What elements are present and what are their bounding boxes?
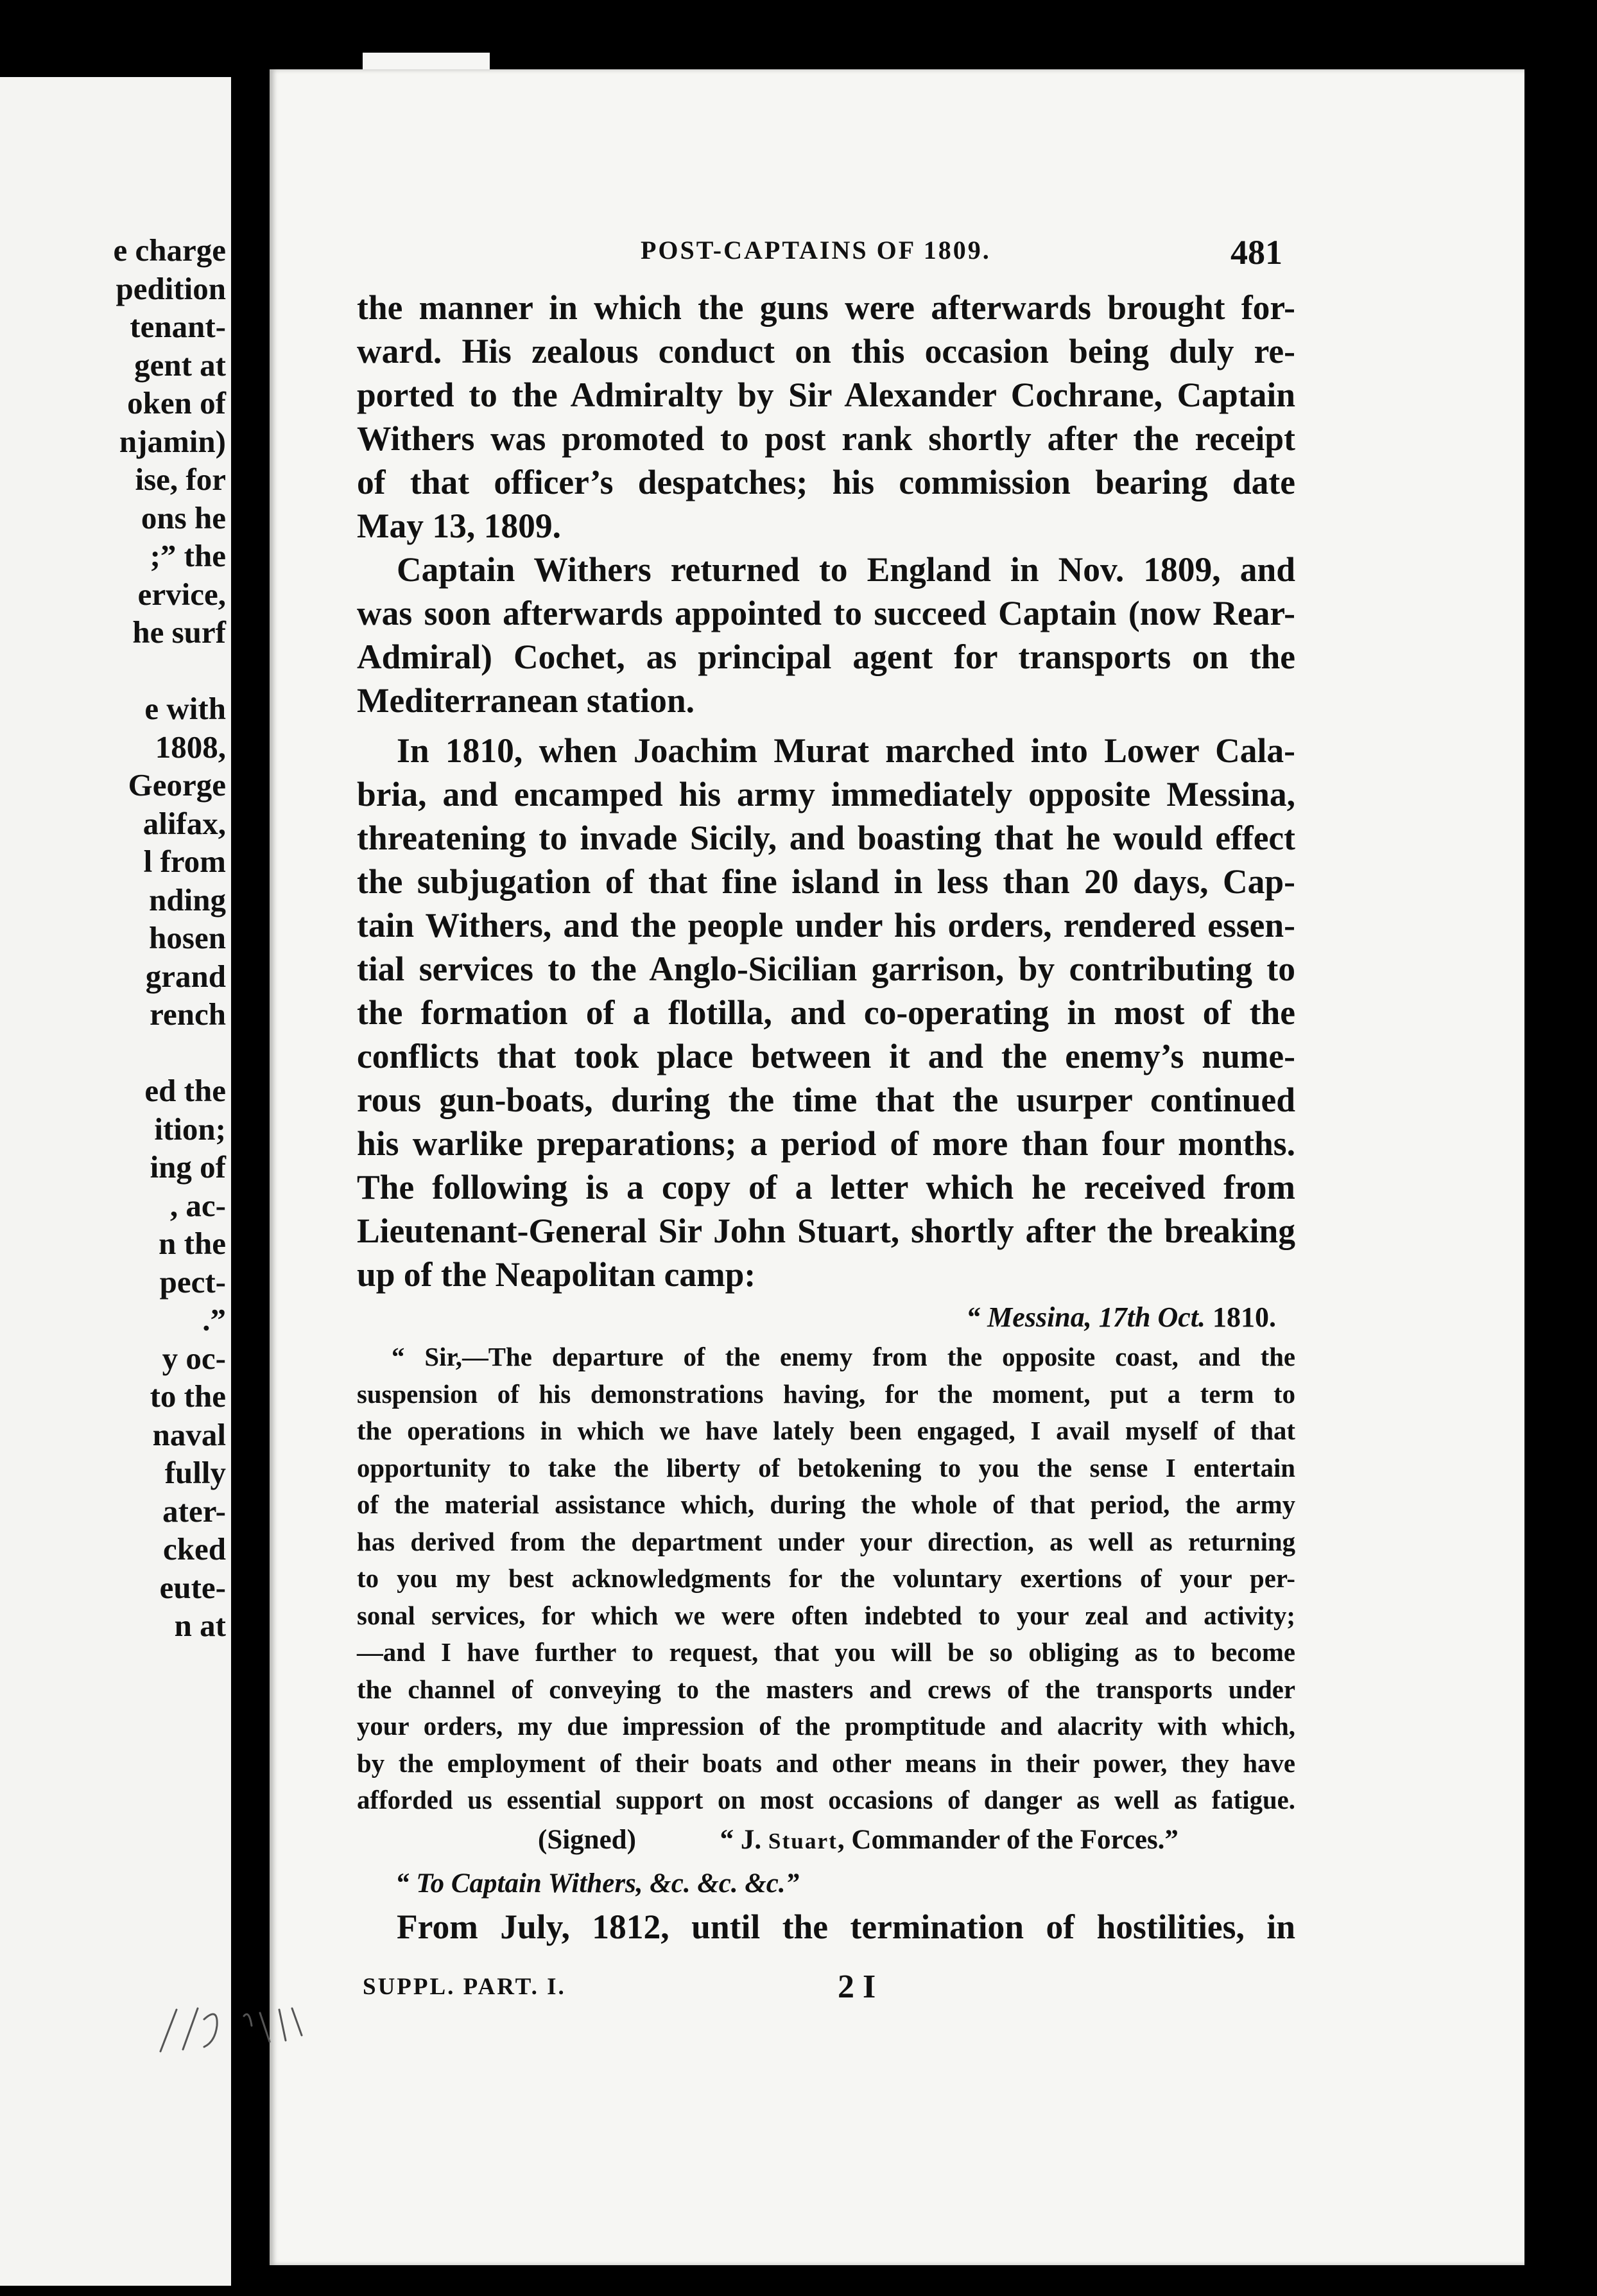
letter-line: by the employment of their boats and other means in their power, they have <box>357 1748 1295 1778</box>
letter-line: opportunity to take the liberty of betokening to you the sense I entertain <box>357 1453 1295 1483</box>
text-line: of that officer’s despatches; his commission bearing date <box>357 463 1295 501</box>
page-footer <box>363 1968 1281 2006</box>
signature-name: Stuart <box>768 1828 838 1854</box>
facing-page-line: eute- <box>159 1569 226 1605</box>
facing-page-line: ise, for <box>135 462 226 497</box>
facing-page-line: oken of <box>127 385 226 421</box>
facing-page-line: pect- <box>159 1264 226 1300</box>
facing-page-line: cked <box>163 1531 226 1567</box>
facing-page-line: y oc- <box>162 1340 226 1376</box>
letter-line: of the material assistance which, during the whole of that period, the army <box>357 1490 1295 1519</box>
facing-page-line: ing of <box>150 1149 226 1185</box>
facing-page-line: e charge <box>113 232 226 268</box>
text-line: Withers was promoted to post rank shortly after the receipt <box>357 419 1295 458</box>
text-line: the subjugation of that fine island in less than 20 days, Cap- <box>357 862 1295 901</box>
facing-page-line: 1808, <box>155 729 226 765</box>
facing-page-line: naval <box>152 1416 226 1452</box>
letter-line: “ Sir,—The departure of the enemy from the opposite coast, and the <box>392 1343 1295 1371</box>
facing-page-line: ater- <box>162 1493 226 1529</box>
signed-label: (Signed) <box>538 1824 636 1855</box>
facing-page-line: grand <box>145 958 226 994</box>
facing-page-line: ition; <box>154 1111 226 1147</box>
facing-page-line: hosen <box>149 920 226 955</box>
text-line: threatening to invade Sicily, and boasting that he would effect <box>357 819 1295 857</box>
dateline-place: “ Messina, 17th Oct. <box>966 1301 1205 1333</box>
facing-page-line: ons he <box>141 500 226 535</box>
letter-line: afforded us essential support on most occasions of danger as well as fatigue. <box>357 1786 1295 1814</box>
letter-addressee: “ To Captain Withers, &c. &c. &c.” <box>395 1868 800 1899</box>
text-line: the manner in which the guns were afterwards brought for- <box>357 288 1295 327</box>
text-line: Mediterranean station. <box>357 681 695 720</box>
text-line: May 13, 1809. <box>357 507 561 545</box>
facing-page-line: tenant- <box>130 309 226 344</box>
facing-page-line: ervice, <box>137 576 226 612</box>
facing-page-line: .” <box>202 1302 226 1337</box>
facing-page-line: pedition <box>116 270 226 306</box>
facing-page-fragment <box>0 77 231 2286</box>
text-line: In 1810, when Joachim Murat marched into Lower Cala- <box>397 731 1295 770</box>
facing-page-line: l from <box>143 844 226 879</box>
text-line: was soon afterwards appointed to succeed Captain (now Rear- <box>357 594 1295 632</box>
letter-line: the channel of conveying to the masters and crews of the transports under <box>357 1674 1295 1704</box>
paragraph-2 <box>357 548 1295 722</box>
facing-page-line: to the <box>150 1378 226 1414</box>
facing-page-line: he surf <box>132 614 226 650</box>
page-body <box>357 286 1295 1949</box>
text-line: tial services to the Anglo-Sicilian garrison, by contributing to <box>357 950 1295 988</box>
facing-page-line: ;” the <box>150 538 226 573</box>
text-line: rous gun-boats, during the time that the usurper continued <box>357 1081 1295 1119</box>
letter-dateline <box>357 1296 1295 1339</box>
text-line: bria, and encamped his army immediately opposite Messina, <box>357 775 1295 813</box>
facing-page-line: George <box>128 767 226 803</box>
text-line: up of the Neapolitan camp: <box>357 1255 756 1294</box>
facing-page-line: ed the <box>144 1073 226 1108</box>
letter-line: your orders, my due impression of the promptitude and alacrity with which, <box>357 1712 1295 1741</box>
facing-page-line: gent at <box>134 347 226 383</box>
text-line: From July, 1812, until the termination of hostilities, in <box>397 1907 1295 1946</box>
letter-line: —and I have further to request, that you will be so obliging as to become <box>357 1638 1295 1667</box>
paragraph-1 <box>357 286 1295 548</box>
letter-line: sonal services, for which we were often indebted to your zeal and activity; <box>357 1601 1295 1630</box>
letter-line: suspension of his demonstrations having, for the moment, put a term to <box>357 1379 1295 1409</box>
signature-title: , Commander of the Forces.” <box>837 1824 1178 1855</box>
text-line: conflicts that took place between it and the enemy’s nume- <box>357 1037 1295 1075</box>
letter-line: to you my best acknowledgments for the voluntary exertions of your per- <box>357 1564 1295 1593</box>
signature-open: “ J. <box>720 1824 762 1855</box>
text-line: ward. His zealous conduct on this occasion being duly re- <box>357 332 1295 370</box>
running-head: POST-CAPTAINS OF 1809. <box>641 236 991 265</box>
letter-line: the operations in which we have lately been engaged, I avail myself of that <box>357 1416 1295 1445</box>
facing-page-line: fully <box>164 1455 226 1490</box>
pencil-annotation <box>148 1990 327 2055</box>
text-line: Captain Withers returned to England in Nov. 1809, and <box>397 550 1295 589</box>
letter-signature <box>357 1819 1295 1863</box>
page-number: 481 <box>1230 233 1282 272</box>
text-line: ported to the Admiralty by Sir Alexander Cochrane, Captain <box>357 376 1295 414</box>
dateline-year: 1810. <box>1213 1301 1276 1333</box>
text-line: Lieutenant-General Sir John Stuart, shortly after the breaking <box>357 1212 1295 1250</box>
facing-page-line: alifax, <box>142 805 226 841</box>
text-line: the formation of a flotilla, and co-operating in most of the <box>357 993 1295 1032</box>
facing-page-line: , ac- <box>169 1187 226 1223</box>
letter-body <box>357 1339 1295 1819</box>
closing-paragraph <box>357 1905 1295 1949</box>
signature-mark: SUPPL. PART. I. <box>363 1974 566 2000</box>
text-line: his warlike preparations; a period of more than four months. <box>357 1124 1295 1163</box>
facing-page-line: rench <box>150 996 226 1032</box>
facing-page-line: nding <box>149 882 226 918</box>
paragraph-3 <box>357 729 1295 1296</box>
facing-page-line: n the <box>159 1226 226 1261</box>
text-line: The following is a copy of a letter which he received from <box>357 1168 1295 1206</box>
text-line: tain Withers, and the people under his orders, rendered essen- <box>357 906 1295 944</box>
text-line: Admiral) Cochet, as principal agent for transports on the <box>357 638 1295 676</box>
letter-line: has derived from the department under your direction, as well as returning <box>357 1527 1295 1556</box>
sheet-mark: 2 I <box>838 1969 876 2005</box>
facing-page-line: e with <box>144 691 226 726</box>
page-header <box>641 232 1282 277</box>
facing-page-line: n at <box>174 1608 226 1643</box>
facing-page-line: njamin) <box>119 423 226 459</box>
